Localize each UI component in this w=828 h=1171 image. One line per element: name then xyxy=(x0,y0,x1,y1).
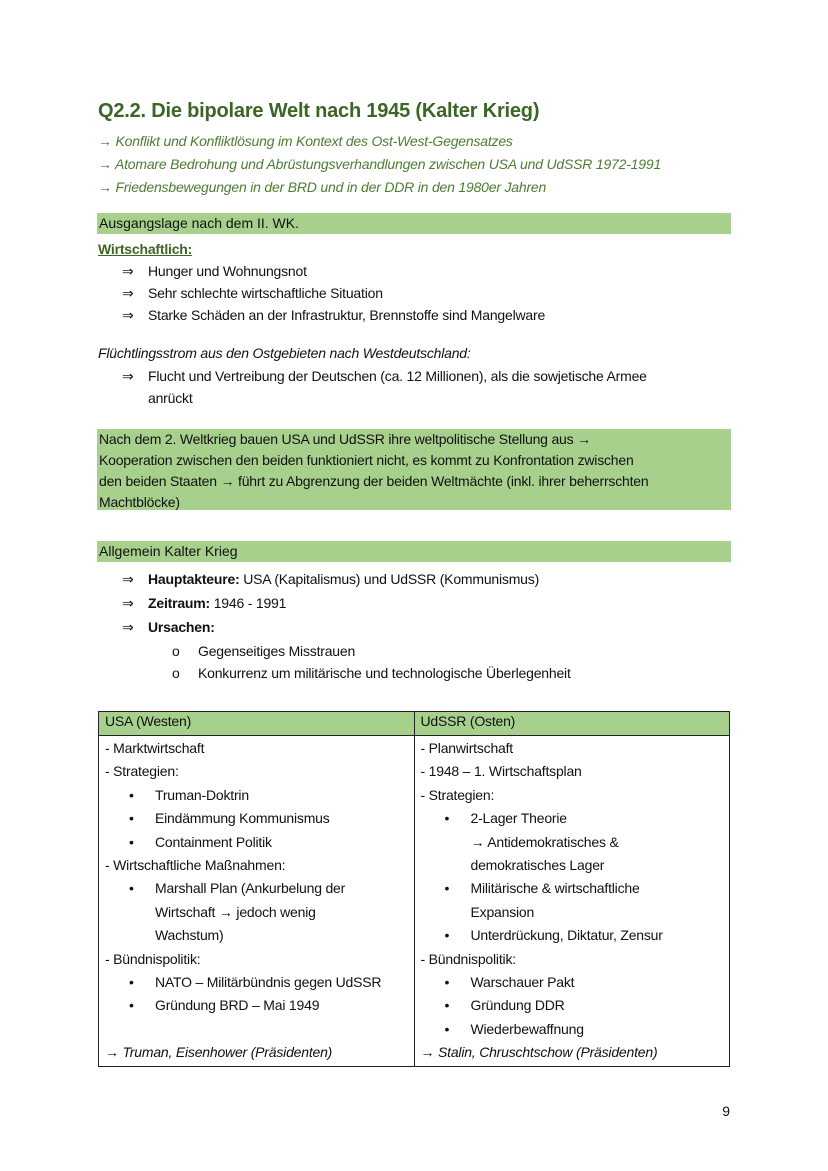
fluechtlinge-heading: Flüchtlingsstrom aus den Ostgebieten nach Westdeutschland: xyxy=(98,345,471,361)
page-title: Q2.2. Die bipolare Welt nach 1945 (Kalter Krieg) xyxy=(98,100,540,122)
comparison-table xyxy=(98,711,730,1067)
arrow-icon: ⇒ xyxy=(122,595,134,611)
list-item: ⇒ Hauptakteure: USA (Kapitalismus) und UdSSR (Kommunismus) xyxy=(122,568,571,592)
page-number: 9 xyxy=(722,1103,730,1119)
list-item: ⇒ Flucht und Vertreibung der Deutschen (ca. 12 Millionen), als die sowjetische Armee xyxy=(122,365,647,387)
list-item: ⇒ Hunger und Wohnungsnot xyxy=(122,260,545,282)
list-item: ⇒ Ursachen: xyxy=(122,616,571,640)
subtitle-3: → Friedensbewegungen in der BRD und in der DDR in den 1980er Jahren xyxy=(98,179,547,195)
list-item: o Gegenseitiges Misstrauen xyxy=(172,643,356,659)
arrow-icon: ⇒ xyxy=(122,619,134,635)
arrow-icon: ⇒ xyxy=(122,263,134,279)
arrow-icon: ⇒ xyxy=(122,571,134,587)
subtitle-2: → Atomare Bedrohung und Abrüstungsverhandlungen zwischen USA und UdSSR 1972-1991 xyxy=(98,156,662,172)
subtitle-1: → Konflikt und Konfliktlösung im Kontext des Ost-West-Gegensatzes xyxy=(98,133,513,149)
header-usa: USA (Westen) xyxy=(99,712,415,736)
list-item: ⇒ Zeitraum: 1946 - 1991 xyxy=(122,592,571,616)
udssr-column: - Planwirtschaft - 1948 – 1. Wirtschaftsplan - Strategien: • 2-Lager Theorie → Antidemokratisches & demokratisches Lager • Militärische & wirtschaftliche Expansion • Unterdrückung, Diktatur, Zensur - Bündnispolitik: • Warschauer Pakt • Gründung DDR • Wiederbewaffnung → Stalin, Chruschtschow (Präsidenten) xyxy=(414,736,730,1067)
section-heading-kalter-krieg: Allgemein Kalter Krieg xyxy=(97,541,731,562)
arrow-icon: ⇒ xyxy=(122,285,134,301)
list-item: ⇒ Sehr schlechte wirtschaftliche Situation xyxy=(122,282,545,304)
subheading-wirtschaftlich: Wirtschaftlich: xyxy=(98,241,193,257)
summary-box: Nach dem 2. Weltkrieg bauen USA und UdSSR ihre weltpolitische Stellung aus → Kooperation zwischen den beiden funktioniert nicht, es kommt zu Konfrontation zwischen den beiden Staaten → führt zu Abgrenzung der beiden Weltmächte (inkl. ihrer beherrschten Machtblöcke) xyxy=(97,429,731,510)
header-udssr: UdSSR (Osten) xyxy=(414,712,730,736)
list-item: o Konkurrenz um militärische und technologische Überlegenheit xyxy=(172,665,571,681)
section-heading-ausgangslage: Ausgangslage nach dem II. WK. xyxy=(97,213,731,234)
arrow-icon: ⇒ xyxy=(122,368,134,384)
arrow-icon: ⇒ xyxy=(122,307,134,323)
list-item: ⇒ Starke Schäden an der Infrastruktur, Brennstoffe sind Mangelware xyxy=(122,304,545,326)
usa-column: - Marktwirtschaft - Strategien: • Truman-Doktrin • Eindämmung Kommunismus • Containment Politik - Wirtschaftliche Maßnahmen: • Marshall Plan (Ankurbelung der Wirtschaft → jedoch wenig Wachstum) - Bündnispolitik: • NATO – Militärbündnis gegen UdSSR • Gründung BRD – Mai 1949 → Truman, Eisenhower (Präsidenten) xyxy=(99,736,415,1067)
